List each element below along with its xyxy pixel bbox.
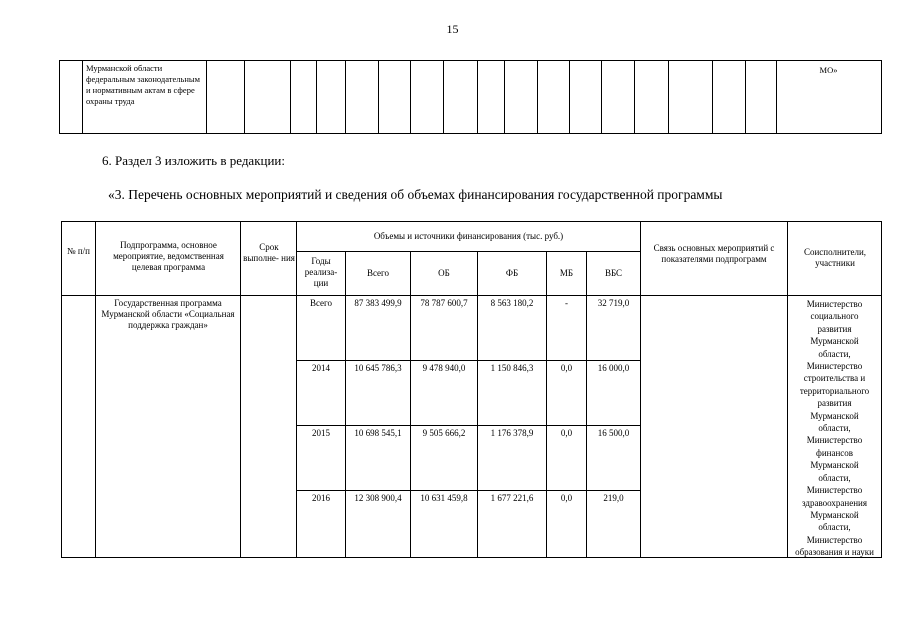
header-program: Подпрограмма, основное мероприятие, ведомственная целевая программа: [113, 240, 224, 272]
header-mb: МБ: [559, 268, 574, 278]
row-year: Всего: [309, 298, 333, 308]
executor-line: области,: [818, 423, 851, 434]
executor-line: Министерство: [806, 435, 863, 446]
executor-line: области,: [818, 472, 851, 483]
header-total: Всего: [366, 268, 390, 278]
row-total: 10 698 545,1: [354, 428, 402, 438]
row-fb: 1 150 846,3: [490, 363, 534, 373]
row-ob: 9 478 940,0: [422, 363, 466, 373]
executor-line: области,: [818, 348, 851, 359]
row-mb: 0,0: [560, 493, 573, 503]
top-table-program-text: Мурманской области федеральным законодательным и нормативным актам в сфере охраны труда: [86, 63, 200, 106]
row-total: 10 645 786,3: [354, 363, 402, 373]
executor-line: социального: [810, 311, 859, 322]
row-year: 2014: [312, 363, 330, 373]
executor-line: финансов: [815, 447, 854, 458]
executor-line: Министерство: [806, 299, 863, 309]
row-fb: 1 176 378,9: [490, 428, 534, 438]
program-name: Государственная программа Мурманской области «Социальная поддержка граждан»: [101, 298, 235, 330]
row-year: 2016: [312, 493, 330, 503]
executor-line: территориального: [799, 385, 870, 396]
header-link: Связь основных мероприятий с показателями подпрограмм: [653, 243, 775, 264]
row-total: 87 383 499,9: [354, 298, 402, 308]
executors-list: [788, 298, 881, 559]
row-total: 12 308 900,4: [354, 493, 402, 503]
row-mb: -: [565, 298, 568, 308]
row-year: 2015: [312, 428, 330, 438]
row-mb: 0,0: [560, 363, 573, 373]
header-num: № п/п: [67, 246, 90, 256]
row-ob: 10 631 459,8: [420, 493, 468, 503]
header-term: Срок выполне- ния: [243, 242, 295, 263]
row-ob: 78 787 600,7: [420, 298, 468, 308]
row-vbs: 219,0: [603, 493, 624, 503]
executor-line: Министерство: [806, 534, 863, 545]
row-vbs: 16 500,0: [597, 428, 630, 438]
row-vbs: 32 719,0: [597, 298, 630, 308]
executor-line: Мурманской: [810, 336, 859, 347]
executor-line: образования и науки: [795, 547, 874, 558]
top-table-executor-text: МО»: [819, 65, 838, 75]
row-mb: 0,0: [560, 428, 573, 438]
row-vbs: 16 000,0: [597, 363, 630, 373]
row-fb: 1 677 221,6: [490, 493, 534, 503]
header-fb: ФБ: [505, 268, 519, 278]
executor-line: Мурманской: [810, 460, 859, 471]
executor-line: Министерство: [806, 485, 863, 496]
header-vbs: ВБС: [604, 268, 623, 278]
header-finance-group: Объемы и источники финансирования (тыс. руб.): [373, 231, 564, 241]
page-number: 15: [446, 22, 459, 36]
executor-line: строительства и: [803, 373, 866, 384]
row-ob: 9 505 666,2: [422, 428, 466, 438]
section-heading: 6. Раздел 3 изложить в редакции:: [102, 153, 285, 168]
executor-line: здравоохранения: [801, 497, 867, 508]
executor-line: развития: [817, 398, 852, 409]
list-title: «3. Перечень основных мероприятий и сведения об объемах финансирования государственной программы: [108, 187, 723, 202]
header-ob: ОБ: [438, 268, 450, 278]
header-executors: Соисполнители, участники: [803, 247, 867, 268]
executor-line: Министерство: [806, 361, 863, 372]
executor-line: развития: [817, 323, 852, 334]
executor-line: Мурманской: [810, 509, 859, 520]
executor-line: области,: [818, 522, 851, 533]
executor-line: Мурманской: [810, 410, 859, 421]
header-years: Годы реализа- ции: [304, 256, 338, 288]
row-fb: 8 563 180,2: [490, 298, 534, 308]
